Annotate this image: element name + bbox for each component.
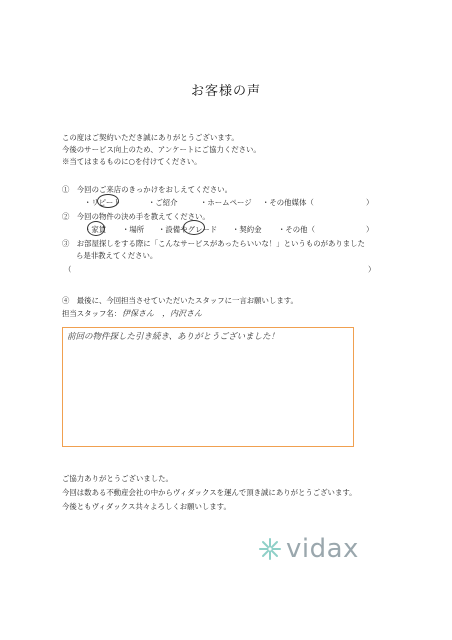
question-4-label: ④ 最後に、今回担当させていただいたスタッフに一言お願いします。 [62,296,298,305]
q1-option-homepage: ・ホームページ [200,198,252,207]
comment-box [62,327,354,447]
closing-line-2: 今回は数ある不動産会社の中からヴィダックスを運んで頂き誠にありがとうございます。 [62,488,357,497]
q1-option-other-media: ・その他媒体（ [262,198,314,207]
snowflake-asterisk-icon [258,537,282,561]
q1-option-repeat: ・リピート [84,198,121,207]
page-title: お客様の声 [190,84,261,99]
question-3-label-line1: ③ お部屋探しをする際に「こんなサービスがあったらいいな！」というものがありました [62,239,365,248]
question-3-label-line2: ら是非教えてください。 [76,251,158,260]
q2-option-other: ・その他（ [278,225,315,234]
intro-line-1: この度はご契約いただき誠にありがとうございます。 [62,133,239,142]
q1-answer-circle [97,194,119,208]
q2-option-location: ・場所 [122,225,145,234]
closing-line-3: 今後ともヴィダックス共々よろしくお願いします。 [62,502,231,511]
staff-name-handwritten: 伊保さん ，内沢さん [122,309,202,318]
intro-line-2: 今後のサービス向上のため、アンケートにご協力ください。 [62,145,261,154]
q2-option-deposit: ・契約金 [232,225,262,234]
vidax-logo [258,534,359,564]
q1-option-referral: ・ご紹介 [148,198,178,207]
staff-name-label: 担当スタッフ名： [62,309,122,318]
q2-option-equipment: ・設備やグレード [158,225,218,234]
logo-text: vidax [286,534,359,564]
q2-answer-circle-equipment [183,220,205,235]
question-1-label: ① 今回のご来店のきっかけをおしえてください。 [62,185,232,194]
q2-option-other-close: ） [366,225,374,234]
q2-answer-circle-rent [87,221,105,236]
q3-paren-open: （ [64,265,72,274]
closing-line-1: ご協力ありがとうございました。 [62,474,173,483]
q1-option-other-close: ） [366,198,374,207]
q3-paren-close: ） [368,265,376,274]
question-2-label: ② 今回の物件の決め手を教えてください。 [62,212,210,221]
q2-option-rent: ・家賃 [84,225,107,234]
comment-handwritten: 前回の物件探した引き続き、ありがとうございました！ [67,332,280,342]
intro-line-3: ※当てはまるものに○を付けてください。 [62,157,202,166]
